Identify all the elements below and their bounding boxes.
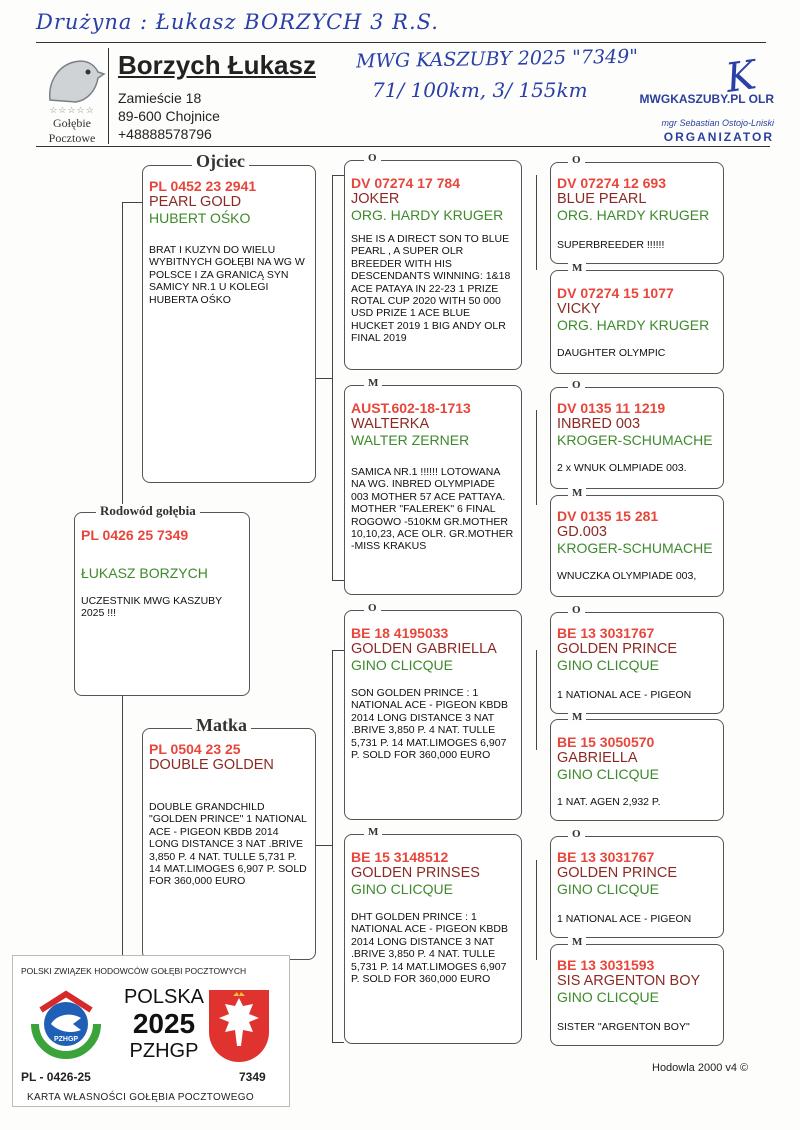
card-eagle bbox=[209, 990, 269, 1062]
card-ring-prefix: PL - 0426-25 bbox=[21, 1070, 91, 1084]
mother-label: Matka bbox=[192, 716, 251, 734]
mff-card bbox=[550, 612, 724, 714]
fmm-desc: WNUCZKA OLYMPIADE 003, bbox=[557, 570, 697, 582]
father-desc: BRAT I KUZYN DO WIELU WYBITNYCH GOŁĘBI NA WG W POLSCE I ZA GRANICĄ SYN SAMICY NR.1 U KOLEGI HUBERTA OŚKO bbox=[149, 244, 305, 306]
father-ring: PL 0452 23 2941 bbox=[149, 178, 257, 194]
card-footer: KARTA WŁASNOŚCI GOŁĘBIA POCZTOWEGO bbox=[27, 1092, 254, 1103]
connector-father-b bbox=[332, 580, 344, 581]
mmm-desc: SISTER "ARGENTON BOY" bbox=[557, 1021, 690, 1033]
stamp-url: MWGKASZUBY.PL OLR bbox=[639, 92, 774, 106]
logo-stars: ☆☆☆☆☆ bbox=[49, 105, 95, 115]
connector-mother-link bbox=[316, 845, 332, 846]
logo-text-1: Gołębie bbox=[53, 116, 91, 130]
subject-ring: PL 0426 25 7349 bbox=[81, 527, 189, 543]
ff-desc: SHE IS A DIRECT SON TO BLUE PEARL , A SUPER OLR BREEDER WITH HIS DESCENDANTS WINNING: 1&18 ACE PATAYA IN 22-23 1 PRIZE ROTAL CUP 2020 WITH 50 000 USD PRIZE 1 ACE BLUE HUCKET 2019 1 BIG ANDY OLR FINAL 2019 bbox=[351, 233, 511, 345]
white-eagle-icon bbox=[209, 990, 269, 1060]
mm-breeder: GINO CLICQUE bbox=[351, 881, 453, 897]
card-country: POLSKA bbox=[123, 986, 205, 1008]
fmf-card bbox=[550, 387, 724, 489]
owner-address-1: Zamieście 18 bbox=[118, 90, 202, 106]
subject-card bbox=[74, 512, 250, 696]
mfm-desc: 1 NAT. AGEN 2,932 P. bbox=[557, 796, 661, 808]
mf-breeder: GINO CLICQUE bbox=[351, 657, 453, 673]
fmm-label: M bbox=[568, 488, 586, 499]
logo-divider bbox=[108, 48, 109, 144]
mf-desc: SON GOLDEN PRINCE : 1 NATIONAL ACE - PIGEON KBDB 2014 LONG DISTANCE 3 NAT .BRIVE 3,850 P. 4 NAT. TULLE 5,731 P. 14 MAT.LIMOGES 6,907 P. SOLD FOR 360,000 EURO bbox=[351, 687, 508, 762]
father-name: PEARL GOLD bbox=[149, 194, 242, 210]
pigeon-head-icon bbox=[36, 48, 108, 104]
pzhgp-logo-icon bbox=[27, 984, 105, 1062]
fmm-card bbox=[550, 495, 724, 597]
connector-fm bbox=[536, 410, 537, 505]
mmf-label: O bbox=[568, 829, 585, 840]
mmm-card bbox=[550, 944, 724, 1046]
connector-father-link bbox=[316, 378, 332, 379]
connector-mf bbox=[536, 650, 537, 750]
card-logo-text: PZHGP bbox=[53, 1036, 79, 1043]
fff-breeder: ORG. HARDY KRUGER bbox=[557, 207, 710, 223]
handwritten-signature: K bbox=[722, 52, 759, 102]
mff-ring: BE 13 3031767 bbox=[557, 625, 655, 641]
mmf-card bbox=[550, 836, 724, 938]
top-rule bbox=[36, 42, 766, 43]
mmm-name: SIS ARGENTON BOY bbox=[557, 973, 701, 989]
mmm-breeder: GINO CLICQUE bbox=[557, 989, 659, 1005]
handwritten-race: MWG KASZUBY 2025 "7349" bbox=[355, 45, 639, 73]
fff-name: BLUE PEARL bbox=[557, 191, 647, 207]
mfm-card bbox=[550, 719, 724, 821]
fm-card bbox=[344, 385, 522, 595]
mm-label: M bbox=[364, 827, 382, 838]
fmf-desc: 2 x WNUK OLMPIADE 003. bbox=[557, 462, 687, 474]
fmf-name: INBRED 003 bbox=[557, 416, 641, 432]
mfm-name: GABRIELLA bbox=[557, 750, 638, 766]
fmm-breeder: KROGER-SCHUMACHE bbox=[557, 540, 713, 556]
mmf-name: GOLDEN PRINCE bbox=[557, 865, 678, 881]
ffm-ring: DV 07274 15 1077 bbox=[557, 285, 674, 301]
ff-label: O bbox=[364, 153, 381, 164]
card-year: 2025 bbox=[132, 1008, 196, 1039]
mf-name: GOLDEN GABRIELLA bbox=[351, 641, 497, 657]
fm-ring: AUST.602-18-1713 bbox=[351, 400, 471, 416]
connector-mother-a bbox=[332, 650, 344, 651]
card-ring-number: 7349 bbox=[239, 1070, 266, 1084]
fm-desc: SAMICA NR.1 !!!!!! LOTOWANA NA WG. INBRED OLYMPIADE 003 MOTHER 57 ACE PATTAYA. MOTHER "FALEREK" 6 FINAL ROGOWO -510KM GR.MOTHER 10,10,23, ACE OLR. GR.MOTHER -MISS KRAKUS bbox=[351, 466, 514, 553]
mm-desc: DHT GOLDEN PRINCE : 1 NATIONAL ACE - PIGEON KBDB 2014 LONG DISTANCE 3 NAT .BRIVE 3,850 P. 4 NAT. TULLE 5,731 P. 14 MAT.LIMOGES 6,907 P. SOLD FOR 360,000 EURO bbox=[351, 911, 508, 986]
mm-card bbox=[344, 834, 522, 1044]
fmf-ring: DV 0135 11 1219 bbox=[557, 400, 666, 416]
card-org: POLSKI ZWIĄZEK HODOWCÓW GOŁĘBI POCZTOWYCH bbox=[21, 966, 247, 976]
owner-address-2: 89-600 Chojnice bbox=[118, 108, 220, 124]
father-label: Ojciec bbox=[192, 152, 249, 170]
mff-name: GOLDEN PRINCE bbox=[557, 641, 678, 657]
subject-desc: UCZESTNIK MWG KASZUBY 2025 !!! bbox=[81, 595, 222, 620]
ffm-label: M bbox=[568, 263, 586, 274]
father-card bbox=[142, 165, 316, 483]
mfm-ring: BE 15 3050570 bbox=[557, 734, 655, 750]
fmm-ring: DV 0135 15 281 bbox=[557, 508, 659, 524]
software-label: Hodowla 2000 v4 © bbox=[652, 1062, 749, 1074]
mother-name: DOUBLE GOLDEN bbox=[149, 757, 274, 773]
mother-card bbox=[142, 728, 316, 960]
mff-label: O bbox=[568, 605, 585, 616]
ff-breeder: ORG. HARDY KRUGER bbox=[351, 207, 504, 223]
mmf-breeder: GINO CLICQUE bbox=[557, 881, 659, 897]
mfm-label: M bbox=[568, 712, 586, 723]
connector-ff bbox=[536, 175, 537, 270]
subject-label: Rodowód gołębia bbox=[96, 504, 200, 517]
mff-breeder: GINO CLICQUE bbox=[557, 657, 659, 673]
fff-label: O bbox=[568, 155, 585, 166]
fm-breeder: WALTER ZERNER bbox=[351, 432, 470, 448]
header-rule bbox=[36, 146, 770, 147]
connector-mother-b bbox=[332, 1042, 344, 1043]
ffm-card bbox=[550, 270, 724, 374]
fff-desc: SUPERBREEDER !!!!!! bbox=[557, 239, 665, 251]
card-logo bbox=[27, 984, 105, 1062]
fmm-name: GD.003 bbox=[557, 524, 607, 540]
mm-name: GOLDEN PRINSES bbox=[351, 865, 480, 881]
connector-mother bbox=[332, 650, 333, 1042]
mother-desc: DOUBLE GRANDCHILD "GOLDEN PRINCE" 1 NATIONAL ACE - PIGEON KBDB 2014 LONG DISTANCE 3 NAT .BRIVE 3,850 P. 4 NAT. TULLE 5,731 P. 14 MAT.LIMOGES 6,907 P. SOLD FOR 360,000 EURO bbox=[149, 801, 307, 888]
mfm-breeder: GINO CLICQUE bbox=[557, 766, 659, 782]
fmf-label: O bbox=[568, 380, 585, 391]
ffm-desc: DAUGHTER OLYMPIC bbox=[557, 347, 666, 359]
fff-ring: DV 07274 12 693 bbox=[557, 175, 666, 191]
mf-card bbox=[344, 610, 522, 820]
mmm-label: M bbox=[568, 937, 586, 948]
stamp-person: mgr Sebastian Ostojo-Lniski bbox=[661, 118, 774, 128]
ff-ring: DV 07274 17 784 bbox=[351, 175, 460, 191]
mf-ring: BE 18 4195033 bbox=[351, 625, 449, 641]
stamp-role: ORGANIZATOR bbox=[663, 130, 774, 144]
mmf-desc: 1 NATIONAL ACE - PIGEON bbox=[557, 913, 692, 925]
connector-mm bbox=[536, 860, 537, 960]
mf-label: O bbox=[364, 603, 381, 614]
fff-card bbox=[550, 162, 724, 264]
fmf-breeder: KROGER-SCHUMACHE bbox=[557, 432, 713, 448]
fm-label: M bbox=[364, 378, 382, 389]
logo bbox=[36, 48, 108, 145]
mother-ring: PL 0504 23 25 bbox=[149, 741, 241, 757]
ffm-name: VICKY bbox=[557, 301, 601, 317]
handwritten-team: Drużyna : Łukasz BORZYCH 3 R.S. bbox=[36, 10, 439, 34]
ff-card bbox=[344, 160, 522, 370]
connector-father-a bbox=[332, 175, 344, 176]
ff-name: JOKER bbox=[351, 191, 400, 207]
father-breeder: HUBERT OŚKO bbox=[149, 210, 251, 226]
connector-father bbox=[332, 175, 333, 580]
mmm-ring: BE 13 3031593 bbox=[557, 957, 655, 973]
ownership-card bbox=[12, 955, 290, 1107]
ffm-breeder: ORG. HARDY KRUGER bbox=[557, 317, 710, 333]
owner-name: Borzych Łukasz bbox=[118, 50, 316, 80]
subject-breeder: ŁUKASZ BORZYCH bbox=[81, 565, 208, 581]
fm-name: WALTERKA bbox=[351, 416, 430, 432]
card-abbr: PZHGP bbox=[129, 1040, 199, 1062]
handwritten-result: 71/ 100km, 3/ 155km bbox=[372, 78, 588, 102]
connector-gen1-top bbox=[122, 202, 142, 203]
mm-ring: BE 15 3148512 bbox=[351, 849, 449, 865]
logo-text-2: Pocztowe bbox=[48, 131, 96, 145]
owner-phone: +48888578796 bbox=[118, 126, 212, 142]
organizer-stamp bbox=[618, 92, 774, 144]
mff-desc: 1 NATIONAL ACE - PIGEON bbox=[557, 689, 692, 701]
mmf-ring: BE 13 3031767 bbox=[557, 849, 655, 865]
